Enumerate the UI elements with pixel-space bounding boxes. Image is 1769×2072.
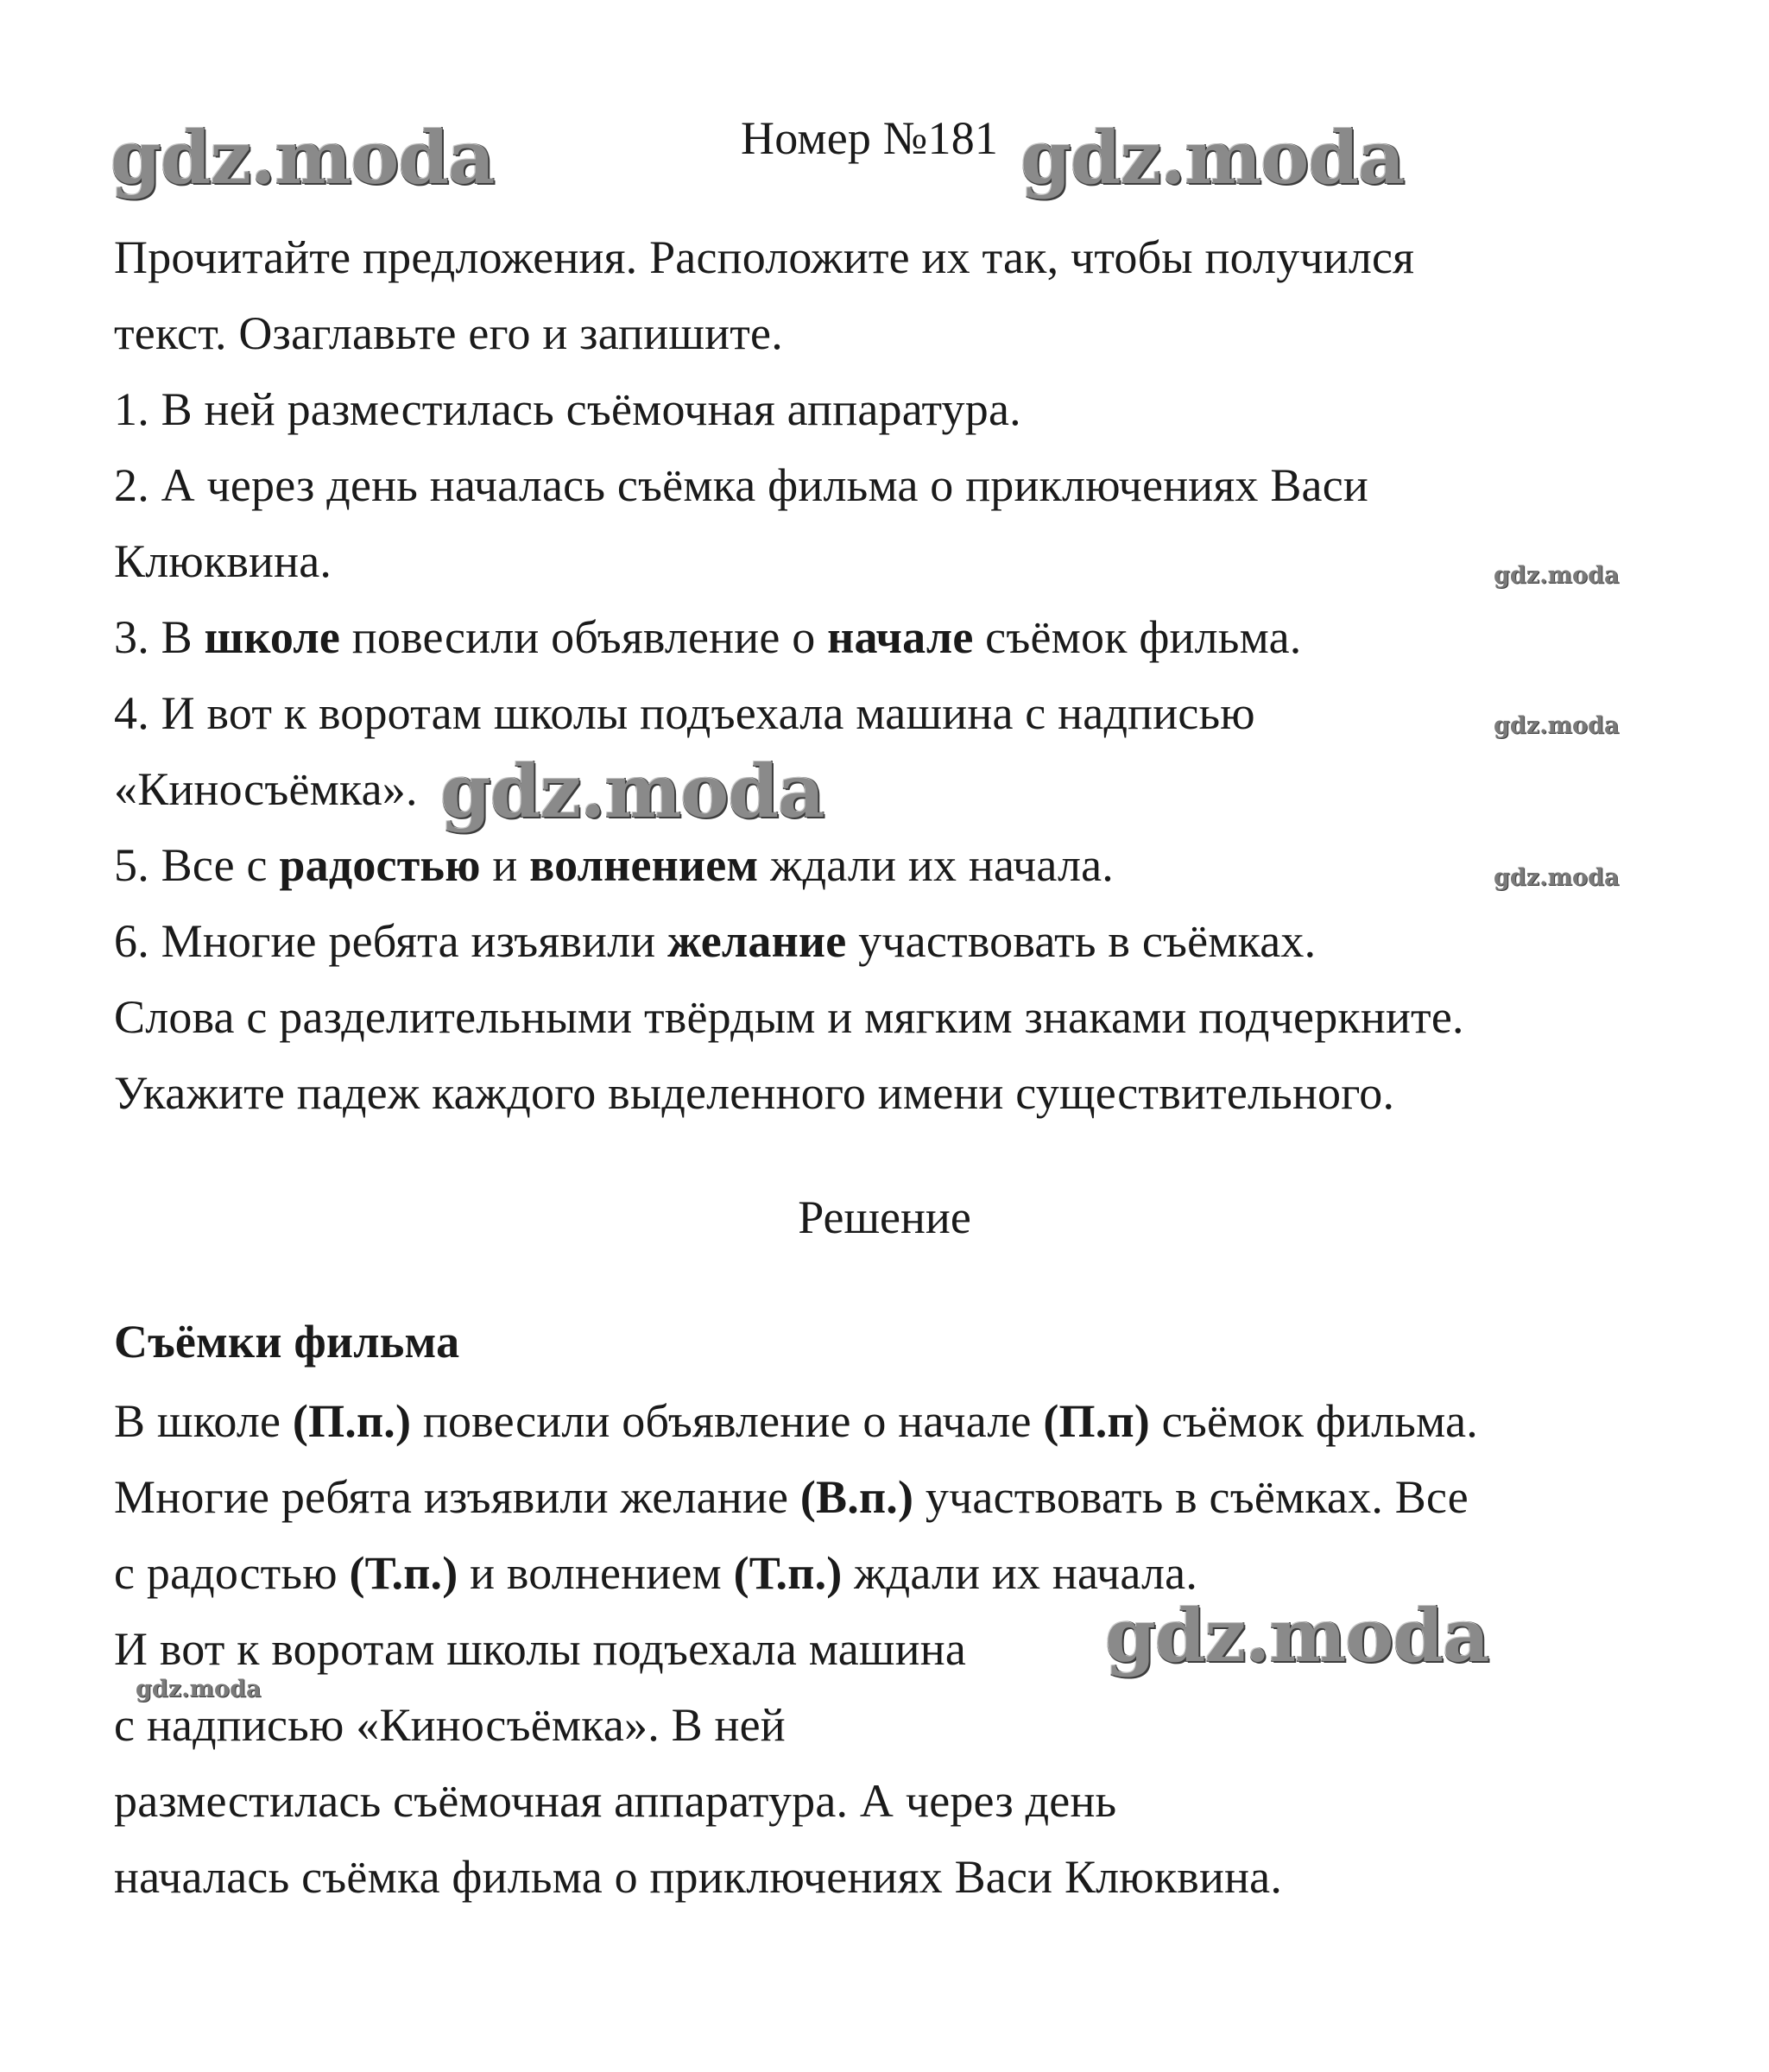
task-intro-line-2: текст. Озаглавьте его и запишите. xyxy=(114,307,783,359)
solution-line-7: началась съёмка фильма о приключениях Васи Клюквина. xyxy=(114,1851,1283,1903)
sentence-1: 1. В ней разместилась съёмочная аппаратура. xyxy=(114,383,1021,435)
text-run: 6. Многие ребята изъявили xyxy=(114,915,668,967)
bold-word: школе xyxy=(204,611,341,663)
case-label: (В.п.) xyxy=(799,1471,914,1523)
text-run: повесили объявление о xyxy=(340,611,828,663)
case-label: (П.п.) xyxy=(292,1395,412,1447)
watermark-logo: gdz.moda xyxy=(1494,864,1620,891)
sentence-5 xyxy=(114,837,1114,893)
text-run: и xyxy=(480,839,530,891)
text-run: повесили объявление о начале xyxy=(411,1395,1044,1447)
bold-word: радостью xyxy=(279,839,481,891)
case-label: (П.п) xyxy=(1043,1395,1150,1447)
watermark-logo: gdz.moda xyxy=(1020,115,1405,200)
solution-line-4: И вот к воротам школы подъехала машина xyxy=(114,1623,967,1675)
case-label: (Т.п.) xyxy=(733,1547,843,1599)
watermark-logo: gdz.moda xyxy=(440,749,824,834)
page-title: Номер №181 xyxy=(741,112,999,164)
watermark-logo: gdz.moda xyxy=(136,1676,262,1702)
bold-word: начале xyxy=(827,611,974,663)
sentence-4-line-2: «Киносъёмка». xyxy=(114,763,418,815)
text-run: 5. Все с xyxy=(114,839,280,891)
solution-line-6: разместилась съёмочная аппаратура. А через день xyxy=(114,1775,1117,1827)
watermark-logo: gdz.moda xyxy=(1105,1593,1489,1678)
text-run: и волнением xyxy=(458,1547,734,1599)
sentence-3 xyxy=(114,610,1301,665)
solution-line-5: с надписью «Киносъёмка». В ней xyxy=(114,1699,786,1751)
sentence-2-line-1: 2. А через день началась съёмка фильма о приключениях Васи xyxy=(114,459,1368,511)
solution-heading: Решение xyxy=(798,1191,971,1243)
solution-line-1 xyxy=(114,1393,1478,1449)
text-run: съёмок фильма. xyxy=(1149,1395,1478,1447)
text-run: ждали их начала. xyxy=(842,1547,1198,1599)
text-run: участвовать в съёмках. xyxy=(846,915,1317,967)
text-run: В школе xyxy=(114,1395,293,1447)
solution-line-3 xyxy=(114,1545,1197,1601)
text-run: с радостью xyxy=(114,1547,350,1599)
watermark-logo: gdz.moda xyxy=(111,115,495,200)
solution-title: Съёмки фильма xyxy=(114,1316,460,1368)
bold-word: волнением xyxy=(529,839,759,891)
watermark-logo: gdz.moda xyxy=(1494,562,1620,589)
watermark-logo: gdz.moda xyxy=(1494,712,1620,739)
solution-line-2 xyxy=(114,1469,1469,1525)
task-outro-line-1: Слова с разделительными твёрдым и мягким знаками подчеркните. xyxy=(114,991,1464,1043)
text-run: съёмок фильма. xyxy=(973,611,1302,663)
sentence-2-line-2: Клюквина. xyxy=(114,535,332,587)
task-outro-line-2: Укажите падеж каждого выделенного имени существительного. xyxy=(114,1067,1395,1119)
text-run: Многие ребята изъявили желание xyxy=(114,1471,800,1523)
task-intro-line-1: Прочитайте предложения. Расположите их так, чтобы получился xyxy=(114,231,1415,283)
sentence-6 xyxy=(114,913,1316,969)
text-run: 3. В xyxy=(114,611,205,663)
sentence-4-line-1: 4. И вот к воротам школы подъехала машина с надписью xyxy=(114,687,1255,739)
text-run: ждали их начала. xyxy=(758,839,1114,891)
bold-word: желание xyxy=(667,915,847,967)
case-label: (Т.п.) xyxy=(349,1547,458,1599)
text-run: участвовать в съёмках. Все xyxy=(913,1471,1469,1523)
